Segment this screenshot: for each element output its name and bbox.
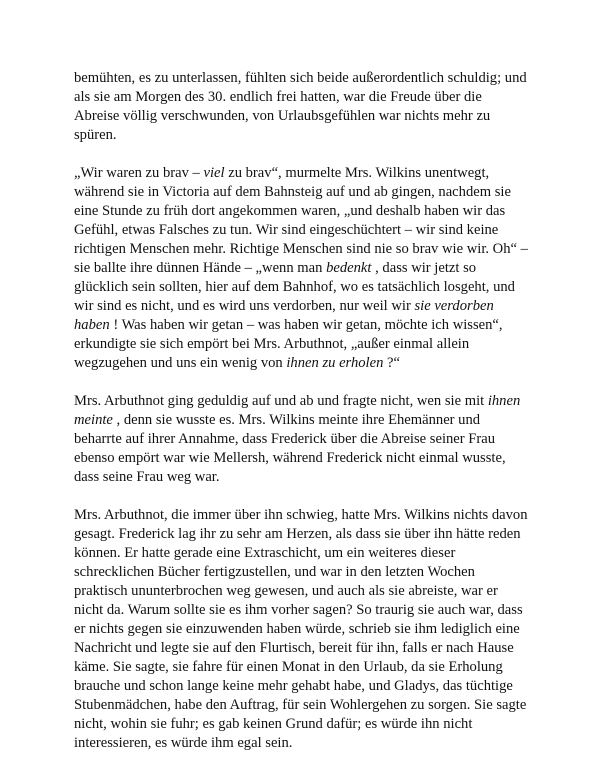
italic-emphasis: ihnen meinte	[74, 393, 521, 428]
text-segment: zu brav“, murmelte Mrs. Wilkins unentwegt, während sie in Victoria auf dem Bahnsteig auf und ab gingen, nachdem sie eine Stunde zu früh dort angekommen waren, „und deshalb haben wir das Gefühl, etwas Falsches zu tun. Wir sind eingeschüchtert – wir sind keine richtigen Menschen mehr. Richtige Menschen sind nie so brav wie wir. Oh“ – sie ballte ihre dünnen Hände – „wenn man	[74, 165, 528, 276]
paragraph-1	[74, 69, 530, 145]
text-segment: , dass wir jetzt so glücklich sein sollten, hier auf dem Bahnhof, wo es tatsächlich losgeht, und wir sind es nicht, und es wird uns verdorben, nur weil wir	[74, 260, 515, 314]
text-segment: ?“	[383, 355, 400, 371]
paragraph-3	[74, 392, 530, 487]
paragraph-2	[74, 164, 530, 373]
italic-emphasis: sie verdorben haben	[74, 298, 494, 333]
text-segment: , denn sie wusste es. Mrs. Wilkins meinte ihre Ehemänner und beharrte auf ihrer Annahme, dass Frederick über die Abreise seiner Frau ebenso empört war wie Mellersh, während Frederick nicht einmal wusste, dass seine Frau weg war.	[74, 412, 506, 485]
italic-emphasis: ihnen zu erholen	[286, 355, 384, 371]
italic-emphasis: bedenkt	[326, 260, 372, 276]
text-segment: Mrs. Arbuthnot, die immer über ihn schwieg, hatte Mrs. Wilkins nichts davon gesagt. Frederick lag ihr zu sehr am Herzen, als dass sie über ihn hätte reden können. Er hatte gerade eine Extraschicht, um ein weiteres dieser schrecklichen Bücher fertigzustellen, und war in den letzten Wochen praktisch ununterbrochen weg gewesen, und auch als sie abreiste, war er nicht da. Warum sollte sie es ihm vorher sagen? So traurig sie auch war, dass er nichts gegen sie einzuwenden haben würde, schrieb sie ihm lediglich eine Nachricht und legte sie auf den Flurtisch, bereit für ihn, falls er nach Hause käme. Sie sagte, sie fahre für einen Monat in den Urlaub, da sie Erholung brauche und schon lange keine mehr gehabt habe, und Gladys, das tüchtige Stubenmädchen, habe den Auftrag, für sein Wohlergehen zu sorgen. Sie sagte nicht, wohin sie fuhr; es gab keinen Grund dafür; es würde ihn nicht interessieren, es würde ihm egal sein.	[74, 507, 528, 751]
text-segment: „Wir waren zu brav –	[74, 165, 204, 181]
text-segment: bemühten, es zu unterlassen, fühlten sich beide außerordentlich schuldig; und als sie am Morgen des 30. endlich frei hatten, war die Freude über die Abreise völlig verschwunden, von Urlaubsgefühlen war nichts mehr zu spüren.	[74, 70, 527, 143]
document-page	[74, 69, 530, 753]
text-segment: Mrs. Arbuthnot ging geduldig auf und ab und fragte nicht, wen sie mit	[74, 393, 488, 409]
italic-emphasis: viel	[203, 165, 225, 181]
text-segment: ! Was haben wir getan – was haben wir getan, möchte ich wissen“, erkundigte sie sich empört bei Mrs. Arbuthnot, „außer einmal allein wegzugehen und uns ein wenig von	[74, 317, 503, 371]
paragraph-4	[74, 506, 530, 753]
